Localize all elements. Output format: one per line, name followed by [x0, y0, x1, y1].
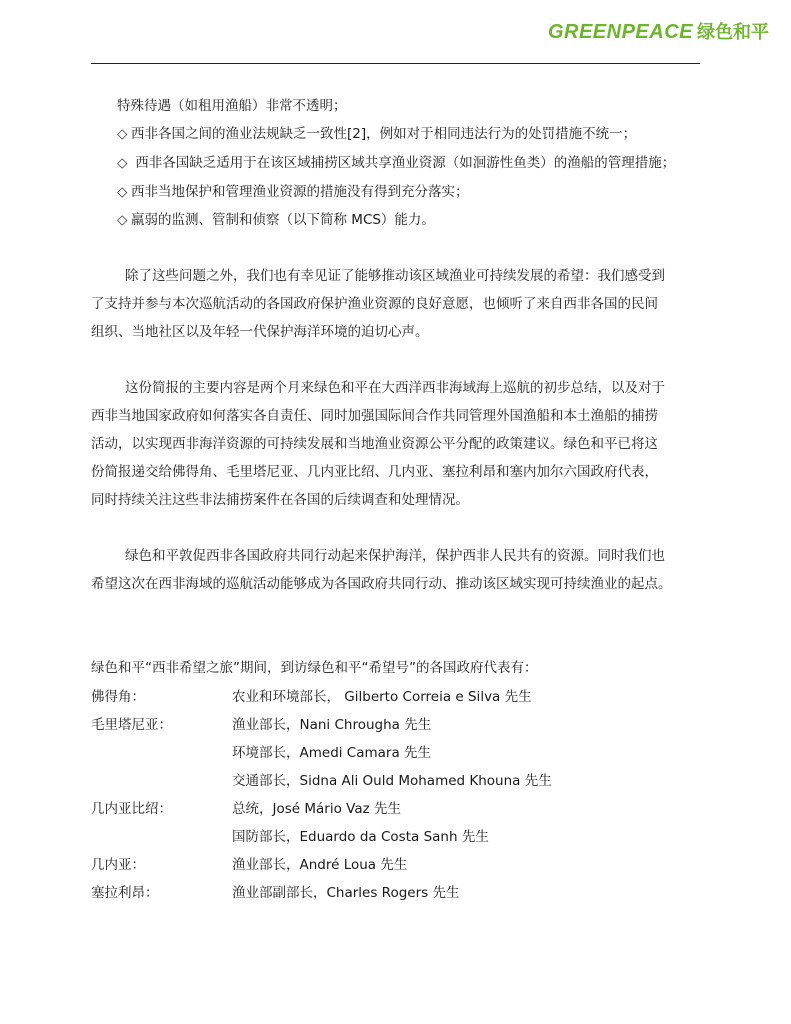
diamond-bullet-icon: ◇ — [117, 212, 128, 228]
paragraph-line: 除了这些问题之外，我们也有幸见证了能够推动该区域渔业可持续发展的希望：我们感受到 — [125, 268, 665, 284]
visitors-heading: 绿色和平“西非希望之旅”期间，到访绿色和平“希望号”的各国政府代表有： — [91, 660, 538, 676]
logo-text-en: GREENPEACE — [547, 21, 693, 43]
visitor-country: 塞拉利昂： — [91, 885, 159, 901]
paragraph-line: 希望这次在西非海域的巡航活动能够成为各国政府共同行动、推动该区域实现可持续渔业的起点。 — [91, 576, 672, 592]
paragraph-line: 活动，以实现西非海洋资源的可持续发展和当地渔业资源公平分配的政策建议。绿色和平已将这 — [91, 436, 658, 452]
visitor-official: 渔业部长，Nani Chrougha 先生 — [232, 717, 432, 733]
visitor-official: 渔业部长，André Loua 先生 — [232, 857, 408, 873]
paragraph-line: 西非当地国家政府如何落实各自责任、同时加强国际间合作共同管理外国渔船和本土渔船的捕捞 — [91, 408, 658, 424]
header-rule — [91, 63, 700, 64]
visitor-official: 农业和环境部长， Gilberto Correia e Silva 先生 — [232, 689, 532, 705]
visitor-official: 国防部长，Eduardo da Costa Sanh 先生 — [232, 829, 489, 845]
bullet-item: ◇ 西非当地保护和管理渔业资源的措施没有得到充分落实； — [117, 184, 469, 200]
greenpeace-logo — [548, 18, 769, 44]
paragraph-line: 这份简报的主要内容是两个月来绿色和平在大西洋西非海域海上巡航的初步总结，以及对于 — [125, 380, 665, 396]
bullet-item: ◇ 羸弱的监测、管制和侦察（以下简称 MCS）能力。 — [117, 212, 435, 228]
visitor-country: 几内亚比绍： — [91, 801, 172, 817]
bullet-item: ◇ 西非各国缺乏适用于在该区域捕捞区域共享渔业资源（如洄游性鱼类）的渔船的管理措施； — [117, 155, 676, 171]
bullet-item: ◇ 西非各国之间的渔业法规缺乏一致性[2]，例如对于相同违法行为的处罚措施不统一； — [117, 126, 637, 142]
visitor-country: 几内亚： — [91, 857, 145, 873]
paragraph-line: 绿色和平敦促西非各国政府共同行动起来保护海洋，保护西非人民共有的资源。同时我们也 — [125, 548, 665, 564]
diamond-bullet-icon: ◇ — [117, 184, 128, 200]
paragraph-line: 组织、当地社区以及年轻一代保护海洋环境的迫切心声。 — [91, 324, 429, 340]
visitor-country: 佛得角： — [91, 689, 145, 705]
paragraph-line: 同时持续关注这些非法捕捞案件在各国的后续调查和处理情况。 — [91, 492, 469, 508]
diamond-bullet-icon: ◇ — [117, 126, 128, 142]
paragraph-line: 了支持并参与本次巡航活动的各国政府保护渔业资源的良好意愿，也倾听了来自西非各国的民间 — [91, 296, 658, 312]
diamond-bullet-icon: ◇ — [117, 155, 128, 171]
visitor-official: 交通部长，Sidna Ali Ould Mohamed Khouna 先生 — [232, 773, 552, 789]
paragraph-line: 份简报递交给佛得角、毛里塔尼亚、几内亚比绍、几内亚、塞拉利昂和塞内加尔六国政府代表， — [91, 464, 658, 480]
logo-text-zh: 绿色和平 — [697, 22, 769, 43]
visitor-official: 环境部长，Amedi Camara 先生 — [232, 745, 432, 761]
visitor-official: 总统，José Mário Vaz 先生 — [232, 801, 401, 817]
bullet-intro: 特殊待遇（如租用渔船）非常不透明； — [117, 98, 347, 114]
visitor-official: 渔业部副部长，Charles Rogers 先生 — [232, 885, 460, 901]
visitor-country: 毛里塔尼亚： — [91, 717, 172, 733]
